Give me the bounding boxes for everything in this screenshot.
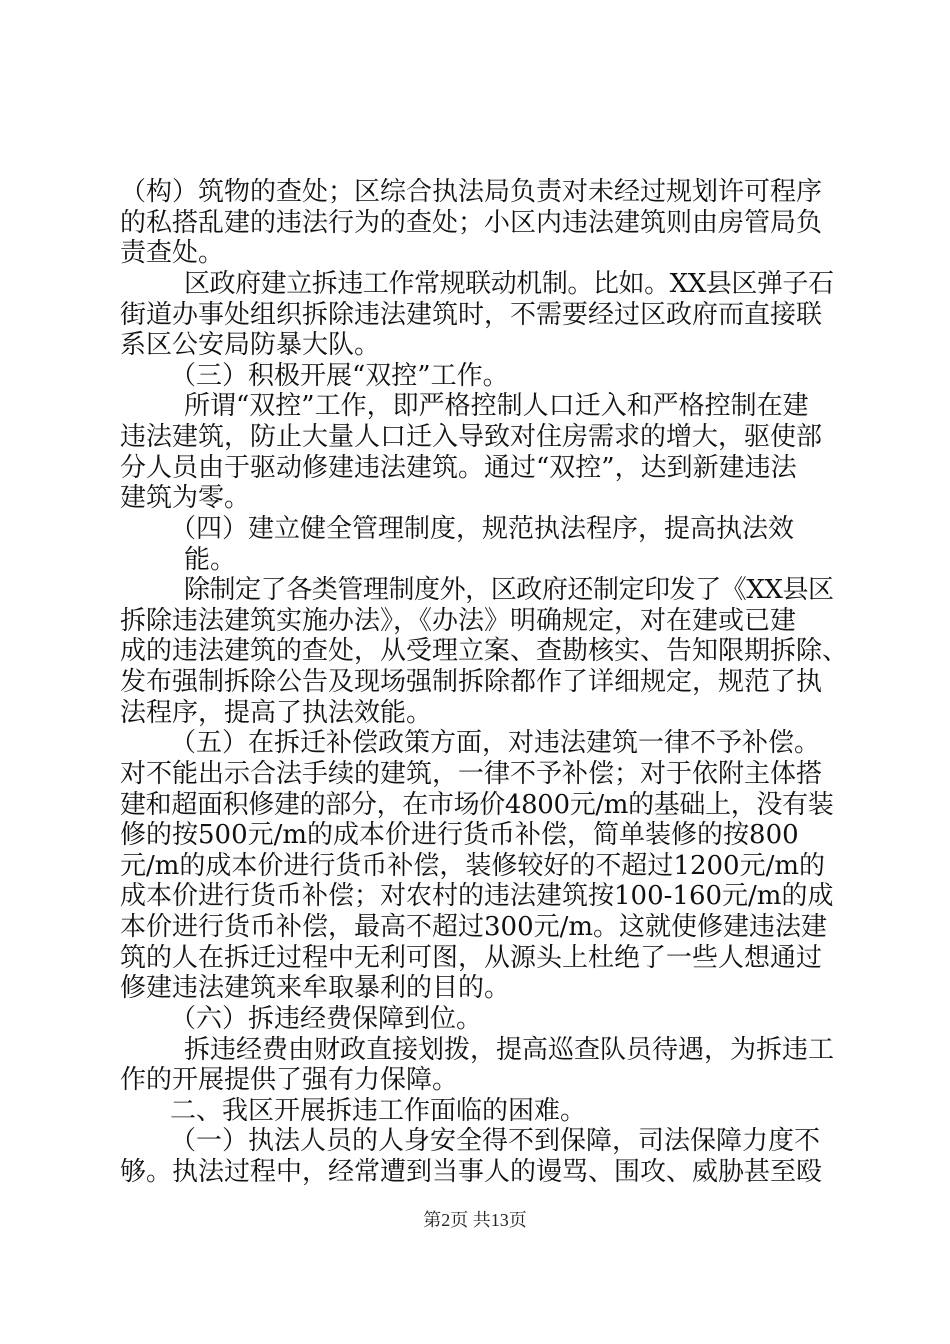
text-line: 二、我区开展拆违工作面临的困难。	[170, 1096, 587, 1126]
page-number: 第2页 共13页	[423, 1210, 527, 1230]
text-line: 本价进行货币补偿，最高不超过300元/m。这就使修建违法建	[120, 912, 828, 942]
text-line: （四）建立健全管理制度，规范执法程序，提高执法效	[170, 514, 795, 544]
text-line: 筑的人在拆迁过程中无利可图，从源头上杜绝了一些人想通过	[120, 943, 823, 973]
text-line: 建筑为零。	[120, 483, 251, 513]
text-line: 修建违法建筑来牟取暴利的目的。	[120, 973, 511, 1003]
text-line: 区政府建立拆违工作常规联动机制。比如。XX县区弹子石	[184, 269, 834, 299]
text-line: （六）拆违经费保障到位。	[170, 1004, 483, 1034]
text-line: 责查处。	[120, 238, 225, 268]
text-line: 成本价进行货币补偿；对农村的违法建筑按100-160元/m的成	[120, 881, 834, 911]
text-line: 作的开展提供了强有力保障。	[120, 1065, 459, 1095]
text-line: 分人员由于驱动修建违法建筑。通过“双控”，达到新建违法	[120, 453, 797, 483]
text-line: 的私搭乱建的违法行为的查处；小区内违法建筑则由房管局负	[120, 208, 823, 238]
text-line: 修的按500元/m的成本价进行货币补偿，简单装修的按800	[120, 820, 799, 850]
text-line: 街道办事处组织拆除违法建筑时，不需要经过区政府而直接联	[120, 300, 823, 330]
text-line: 建和超面积修建的部分，在市场价4800元/m的基础上，没有装	[120, 790, 834, 820]
text-line: （五）在拆迁补偿政策方面，对违法建筑一律不予补偿。	[170, 728, 821, 758]
text-line: 除制定了各类管理制度外，区政府还制定印发了《XX县区	[184, 575, 834, 605]
text-line: 对不能出示合法手续的建筑，一律不予补偿；对于依附主体搭	[120, 759, 823, 789]
text-line: （一）执法人员的人身安全得不到保障，司法保障力度不	[170, 1126, 821, 1156]
text-line: 法程序，提高了执法效能。	[120, 698, 433, 728]
text-line: （构）筑物的查处；区综合执法局负责对未经过规划许可程序	[120, 177, 823, 207]
text-line: 发布强制拆除公告及现场强制拆除都作了详细规定，规范了执	[120, 667, 823, 697]
text-line: 所谓“双控”工作，即严格控制人口迁入和严格控制在建	[184, 391, 809, 421]
text-line: 系区公安局防暴大队。	[120, 330, 381, 360]
text-line: 元/m的成本价进行货币补偿，装修较好的不超过1200元/m的	[120, 851, 825, 881]
text-line: 成的违法建筑的查处，从受理立案、查勘核实、告知限期拆除、	[120, 636, 849, 666]
text-line: 违法建筑，防止大量人口迁入导致对住房需求的增大，驱使部	[120, 422, 823, 452]
text-line: 能。	[184, 545, 237, 575]
text-line: 拆违经费由财政直接划拨，提高巡查队员待遇，为拆违工	[184, 1035, 835, 1065]
text-line: 够。执法过程中，经常遭到当事人的谩骂、围攻、威胁甚至殴	[120, 1157, 823, 1187]
text-line: （三）积极开展“双控”工作。	[170, 361, 509, 391]
text-line: 拆除违法建筑实施办法》，《办法》明确规定，对在建或已建	[120, 606, 797, 636]
